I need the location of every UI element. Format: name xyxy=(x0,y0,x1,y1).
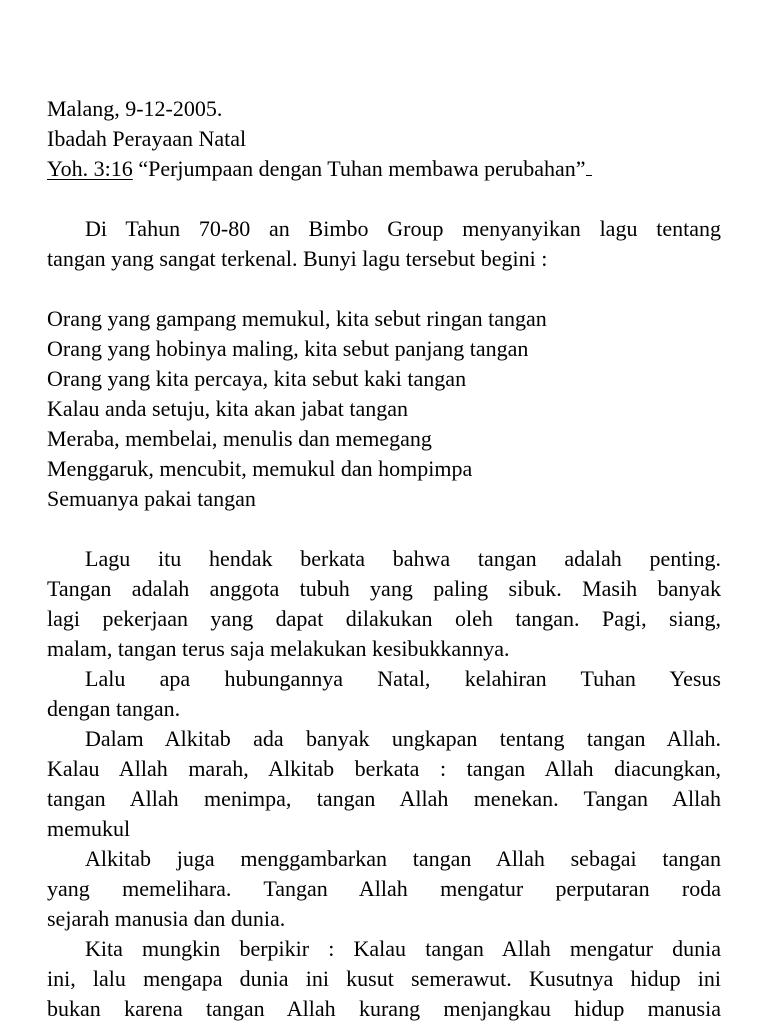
lyric-line: Meraba, membelai, menulis dan memegang xyxy=(47,426,432,451)
spacer xyxy=(47,514,721,544)
theme-text: “Perjumpaan dengan Tuhan membawa perubahan” xyxy=(132,156,586,181)
lyric-line: Orang yang gampang memukul, kita sebut ringan tangan xyxy=(47,306,547,331)
body-paragraph-5 xyxy=(47,934,721,1024)
body-line: memukul xyxy=(47,816,131,841)
lyric-line: Menggaruk, mencubit, memukul dan hompimpa xyxy=(47,456,473,481)
body-line: Kita mungkin berpikir : Kalau tangan Allah mengatur dunia xyxy=(85,936,721,961)
body-line: Alkitab juga menggambarkan tangan Allah sebagai tangan xyxy=(85,846,721,871)
trailing-underline xyxy=(586,156,592,176)
body-line: yang memelihara. Tangan Allah mengatur perputaran roda xyxy=(47,876,721,901)
body-line: Dalam Alkitab ada banyak ungkapan tentang tangan Allah. xyxy=(85,726,721,751)
body-line: Kalau Allah marah, Alkitab berkata : tangan Allah diacungkan, xyxy=(47,756,721,781)
spacer xyxy=(47,274,721,304)
document-page xyxy=(47,94,721,1024)
intro-line: Di Tahun 70-80 an Bimbo Group menyanyikan lagu tentang xyxy=(85,216,721,241)
lyric-line: Semuanya pakai tangan xyxy=(47,486,256,511)
place-date-line: Malang, 9-12-2005. xyxy=(47,96,223,121)
lyric-line: Kalau anda setuju, kita akan jabat tangan xyxy=(47,396,409,421)
body-paragraph-3 xyxy=(47,724,721,844)
song-lyrics xyxy=(47,304,721,514)
lyric-line: Orang yang kita percaya, kita sebut kaki tangan xyxy=(47,366,467,391)
theme-line xyxy=(47,154,721,184)
body-paragraph-4 xyxy=(47,844,721,934)
body-line: ini, lalu mengapa dunia ini kusut semerawut. Kusutnya hidup ini xyxy=(47,966,721,991)
body-line: dengan tangan. xyxy=(47,696,181,721)
body-line: lagi pekerjaan yang dapat dilakukan oleh tangan. Pagi, siang, xyxy=(47,606,721,631)
body-line: sejarah manusia dan dunia. xyxy=(47,906,286,931)
body-line: Lalu apa hubungannya Natal, kelahiran Tuhan Yesus xyxy=(85,666,721,691)
spacer xyxy=(47,184,721,214)
body-line: bukan karena tangan Allah kurang menjangkau hidup manusia xyxy=(47,996,721,1021)
intro-line: tangan yang sangat terkenal. Bunyi lagu tersebut begini : xyxy=(47,246,548,271)
event-title: Ibadah Perayaan Natal xyxy=(47,126,247,151)
verse-reference: Yoh. 3:16 xyxy=(47,156,133,181)
body-line: Lagu itu hendak berkata bahwa tangan adalah penting. xyxy=(85,546,721,571)
body-paragraph-1 xyxy=(47,544,721,664)
body-paragraph-2 xyxy=(47,664,721,724)
body-line: Tangan adalah anggota tubuh yang paling sibuk. Masih banyak xyxy=(47,576,721,601)
lyric-line: Orang yang hobinya maling, kita sebut panjang tangan xyxy=(47,336,529,361)
body-line: tangan Allah menimpa, tangan Allah menekan. Tangan Allah xyxy=(47,786,721,811)
body-line: malam, tangan terus saja melakukan kesibukkannya. xyxy=(47,636,510,661)
intro-paragraph xyxy=(47,214,721,274)
